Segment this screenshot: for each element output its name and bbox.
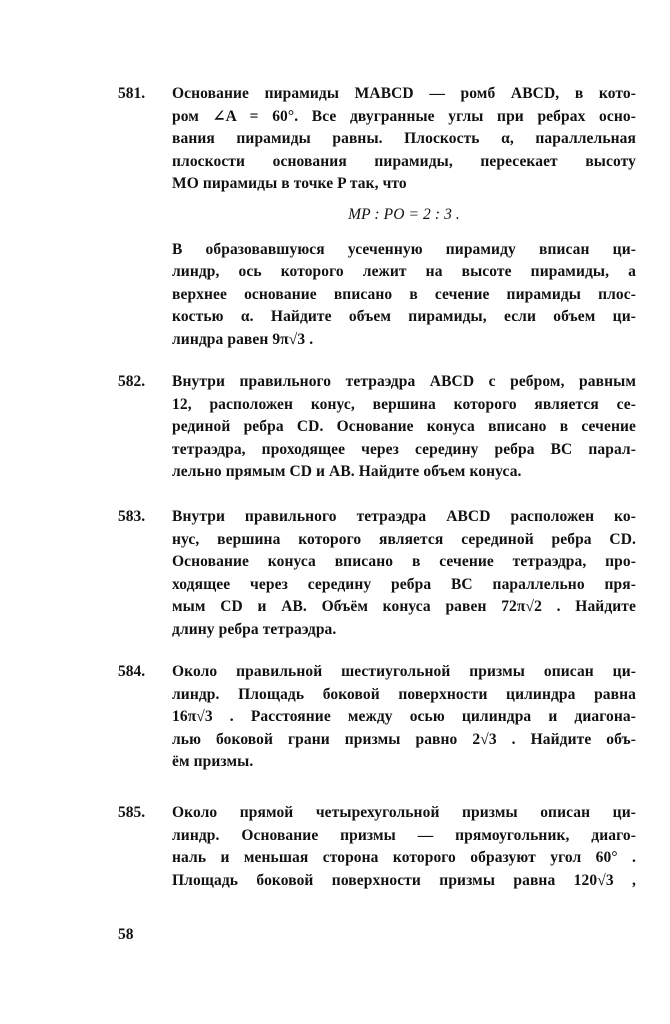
text-line: Около правильной шестиугольной призмы описан ци- bbox=[172, 663, 636, 680]
text-line: длину ребра тетраэдра. bbox=[172, 620, 337, 638]
text-line: тетраэдра, проходящее через середину ребра BC парал- bbox=[172, 440, 636, 458]
problem-text bbox=[172, 661, 636, 774]
text-line: В образовавшуюся усеченную пирамиду вписан ци- bbox=[172, 240, 636, 258]
problem-number: 581. bbox=[118, 85, 146, 102]
text-line: ходящее через середину ребра BC параллельно пря- bbox=[172, 575, 636, 593]
text-line: вания пирамиды равны. Плоскость α, параллельная bbox=[172, 130, 636, 148]
text-line: верхнее основание вписано в сечение пирамиды плос- bbox=[172, 285, 636, 303]
problem-text bbox=[172, 802, 636, 892]
text-line: 16π√3 . Расстояние между осью цилиндра и диагона- bbox=[172, 708, 636, 726]
page-number: 58 bbox=[118, 926, 134, 943]
text-line: линдр. Основание призмы — прямоугольник, диаго- bbox=[172, 826, 636, 844]
text-line: Основание конуса вписано в сечение тетраэдра, про- bbox=[172, 553, 636, 571]
text-line: ём призмы. bbox=[172, 753, 254, 771]
text-line: ром ∠A = 60°. Все двугранные углы при ребрах осно- bbox=[172, 107, 636, 125]
text-line: Внутри правильного тетраэдра ABCD расположен ко- bbox=[172, 508, 636, 525]
problem-number: 582. bbox=[118, 373, 146, 390]
text-line: Площадь боковой поверхности призмы равна 120√3 , bbox=[172, 871, 636, 889]
text-line: линдр, ось которого лежит на высоте пирамиды, а bbox=[172, 263, 636, 281]
formula: MP : PO = 2 : 3 . bbox=[348, 205, 460, 223]
text-line: Внутри правильного тетраэдра ABCD с ребром, равным bbox=[172, 373, 636, 390]
text-line: линдр. Площадь боковой поверхности цилиндра равна bbox=[172, 685, 636, 703]
text-line: лельно прямым CD и AB. Найдите объем конуса. bbox=[172, 463, 522, 481]
text-line: нус, вершина которого является серединой ребра CD. bbox=[172, 530, 636, 548]
text-line: мым CD и AB. Объём конуса равен 72π√2 . Найдите bbox=[172, 598, 636, 616]
text-line: костью α. Найдите объем пирамиды, если объем ци- bbox=[172, 308, 636, 326]
text-line: плоскости основания пирамиды, пересекает высоту bbox=[172, 152, 636, 170]
text-line: наль и меньшая сторона которого образуют угол 60° . bbox=[172, 849, 636, 867]
text-line: лью боковой грани призмы равно 2√3 . Найдите объ- bbox=[172, 730, 636, 748]
text-line: Основание пирамиды MABCD — ромб ABCD, в кото- bbox=[172, 85, 636, 102]
problem-text bbox=[172, 506, 636, 642]
problem-number: 583. bbox=[118, 508, 146, 525]
text-line: 12, расположен конус, вершина которого является се- bbox=[172, 395, 636, 413]
problem-number: 584. bbox=[118, 663, 146, 680]
text-line: MO пирамиды в точке P так, что bbox=[172, 175, 407, 193]
text-line: линдра равен 9π√3 . bbox=[172, 330, 314, 348]
problem-text bbox=[172, 83, 636, 352]
text-line: Около прямой четырехугольной призмы описан ци- bbox=[172, 804, 636, 821]
problem-number: 585. bbox=[118, 804, 146, 821]
text-line: рединой ребра CD. Основание конуса вписано в сечение bbox=[172, 418, 636, 436]
problem-text bbox=[172, 371, 636, 484]
